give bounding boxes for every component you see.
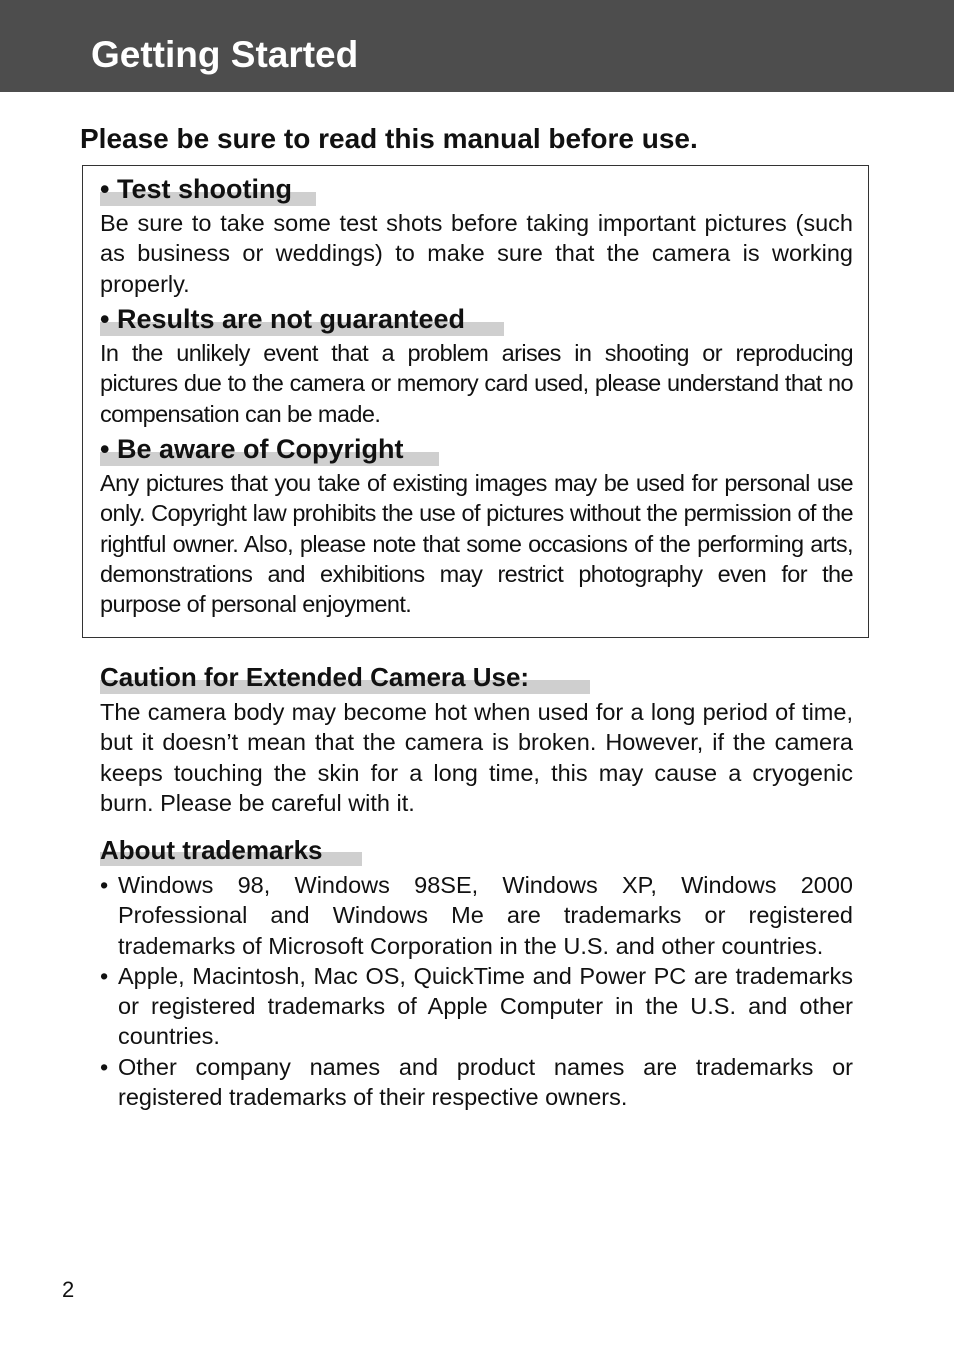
copyright-heading: • Be aware of Copyright (100, 434, 404, 464)
caution-heading: Caution for Extended Camera Use: (100, 662, 530, 692)
trademark-apple-text: Apple, Macintosh, Mac OS, QuickTime and Power PC are trademarks or registered trademarks of Apple Computer in the U.S. and other countries. (118, 962, 853, 1050)
results-not-guaranteed-text: In the unlikely event that a problem arises in shooting or reproducing pictures due to the camera or memory card used, please understand that no compensation can be made. (100, 340, 853, 427)
trademark-other-text: Other company names and product names are trademarks or registered trademarks of their respective owners. (118, 1053, 853, 1111)
list-item (100, 961, 853, 1052)
test-shooting-heading: • Test shooting (100, 174, 292, 204)
caution-text: The camera body may become hot when used for a long period of time, but it doesn’t mean that the camera is broken. However, if the camera keeps touching the skin for a long time, this may cause a cryogenic burn. Please be careful with it. (100, 699, 853, 816)
copyright-text: Any pictures that you take of existing images may be used for personal use only. Copyright law prohibits the use of pictures without the permission of the rightful owner. Also, please note that some occasions of the performing arts, demonstrations and exhibitions may restrict photography even for the purpose of personal enjoyment. (100, 470, 853, 618)
list-item (100, 1052, 853, 1113)
bullet: • (100, 1053, 109, 1080)
trademarks-list (100, 870, 853, 1112)
list-item (100, 870, 853, 961)
page-title: Getting Started (91, 34, 359, 75)
bullet: • (100, 962, 109, 989)
test-shooting-text: Be sure to take some test shots before taking important pictures (such as business or weddings) to make sure that the camera is working properly. (100, 210, 853, 297)
intro-heading: Please be sure to read this manual before use. (80, 123, 698, 154)
trademark-windows-text: Windows 98, Windows 98SE, Windows XP, Windows 2000 Professional and Windows Me are trademarks or registered trademarks of Microsoft Corporation in the U.S. and other countries. (118, 872, 853, 959)
page-number: 2 (62, 1277, 75, 1302)
results-not-guaranteed-heading: • Results are not guaranteed (100, 304, 466, 334)
trademarks-heading: About trademarks (100, 835, 323, 865)
bullet: • (100, 872, 109, 898)
